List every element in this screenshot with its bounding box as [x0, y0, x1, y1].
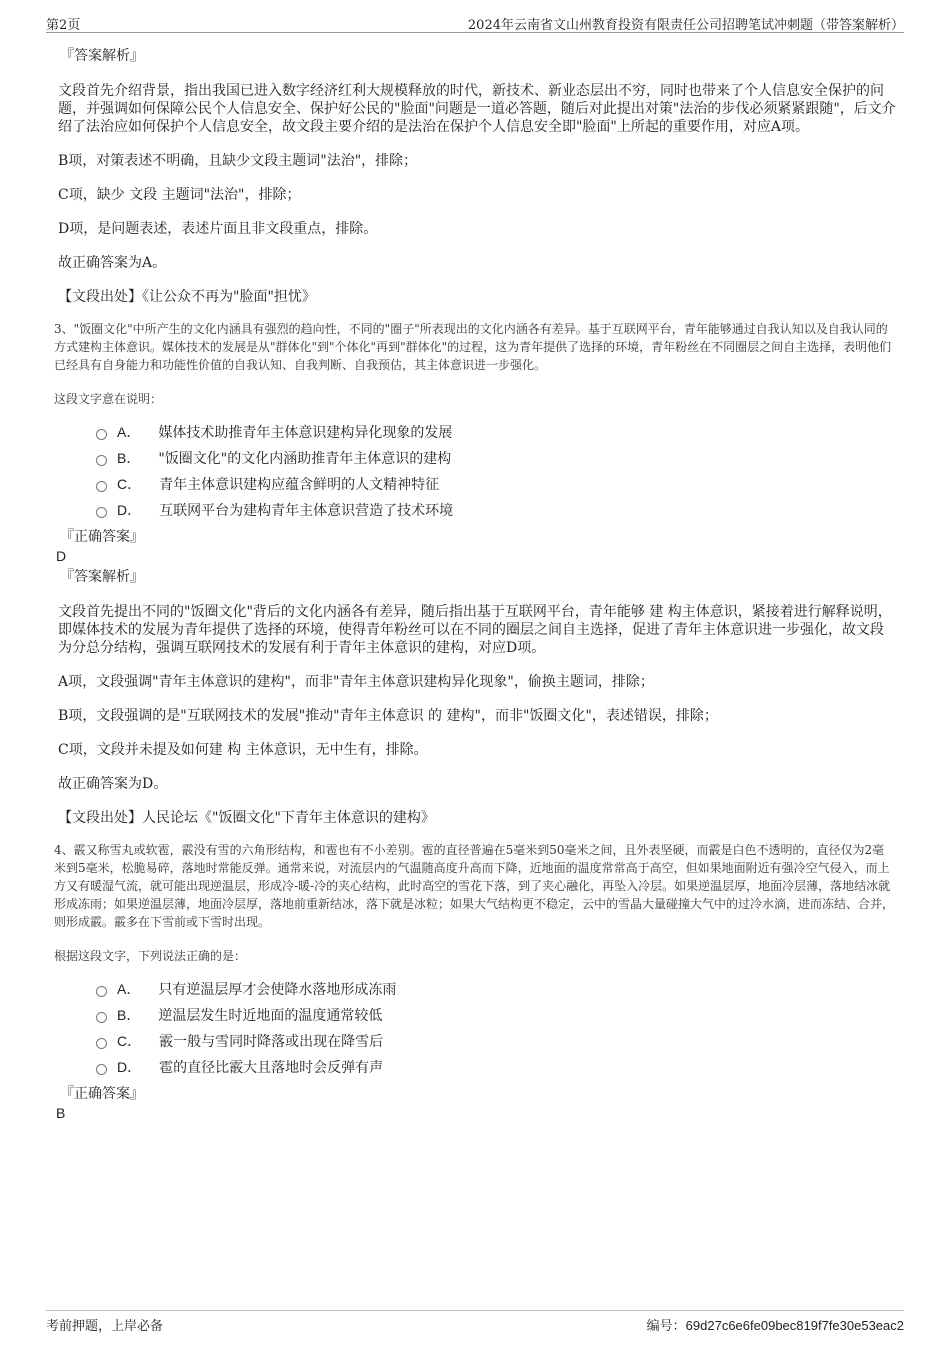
radio-icon[interactable] — [96, 507, 107, 518]
question-stem: 3、"饭圈文化"中所产生的文化内涵具有强烈的趋向性，不同的"圈子"所表现出的文化内涵各有差异。基于互联网平台，青年能够通过自我认知以及自我认同的方式建构主体意识。媒体技术的发展是从"群体化"到"个体化"再到"群体化"的过程，这为青年提供了选择的环境，青年粉丝在不同圈层之间自主选择，表明他们已经具有自身能力和功能性价值的自我认知、自我判断、自我预估，其主体意识进一步强化。 — [54, 322, 892, 372]
question-4 — [56, 841, 896, 1122]
option-d[interactable]: D． 雹的直径比霰大且落地时会反弹有声 — [96, 1054, 896, 1080]
option-a[interactable]: A． 只有逆温层厚才会使降水落地形成冻雨 — [96, 976, 896, 1002]
q2-analysis-section — [56, 46, 896, 306]
document-id-code: 69d27c6e6fe09bec819f7fe30e53eac2 — [685, 1318, 904, 1333]
page-footer — [46, 1310, 904, 1335]
analysis-heading: 『答案解析』 — [60, 48, 144, 64]
radio-icon[interactable] — [96, 481, 107, 492]
analysis-option-b: B项，对策表述不明确，且缺少文段主题词"法治"，排除； — [58, 153, 418, 169]
footer-slogan: 考前押题，上岸必备 — [46, 1319, 164, 1334]
analysis-conclusion: 故正确答案为D。 — [58, 776, 168, 792]
analysis-option-a: A项，文段强调"青年主体意识的建构"，而非"青年主体意识建构异化现象"，偷换主题词，排除； — [58, 674, 654, 690]
option-list — [96, 976, 896, 1080]
option-text: 霰一般与雪同时降落或出现在降雪后 — [159, 1034, 384, 1050]
question-prompt: 根据这段文字，下列说法正确的是： — [54, 949, 247, 963]
option-text: 只有逆温层厚才会使降水落地形成冻雨 — [158, 982, 397, 998]
document-body — [56, 44, 896, 1122]
correct-answer-heading: 『正确答案』 — [60, 1086, 144, 1102]
correct-answer: D — [56, 548, 67, 564]
document-title: 2024年云南省文山州教育投资有限责任公司招聘笔试冲刺题（带答案解析） — [467, 18, 904, 33]
radio-icon[interactable] — [96, 1038, 107, 1049]
option-text: "饭圈文化"的文化内涵助推青年主体意识的建构 — [158, 451, 452, 467]
radio-icon[interactable] — [96, 1064, 107, 1075]
source-citation: 【文段出处】《让公众不再为"脸面"担忧》 — [58, 289, 316, 305]
analysis-option-c: C项，缺少 文段 主题词"法治"，排除； — [58, 187, 301, 203]
page-number: 第2页 — [46, 18, 81, 33]
option-list — [96, 419, 896, 523]
analysis-conclusion: 故正确答案为A。 — [58, 255, 167, 271]
question-prompt: 这段文字意在说明： — [54, 392, 163, 406]
correct-answer-heading: 『正确答案』 — [60, 529, 144, 545]
document-id — [647, 1315, 904, 1334]
option-c[interactable]: C． 青年主体意识建构应蕴含鲜明的人文精神特征 — [96, 471, 896, 497]
question-3 — [56, 320, 896, 827]
document-id-label: 编号： — [646, 1319, 686, 1334]
radio-icon[interactable] — [96, 986, 107, 997]
option-d[interactable]: D． 互联网平台为建构青年主体意识营造了技术环境 — [96, 497, 896, 523]
option-text: 逆温层发生时近地面的温度通常较低 — [158, 1008, 383, 1024]
option-b[interactable]: B． 逆温层发生时近地面的温度通常较低 — [96, 1002, 896, 1028]
radio-icon[interactable] — [96, 455, 107, 466]
analysis-paragraph: 文段首先提出不同的"饭圈文化"背后的文化内涵各有差异，随后指出基于互联网平台，青年能够 建 构主体意识，紧接着进行解释说明，即媒体技术的发展为青年提供了选择的环境，使得青年粉丝可以在不同的圈层之间自主选择，促进了青年主体意识进一步强化，故文段为分总分结构，强调互联网技术的发展有利于青年主体意识的建构，对应D项。 — [58, 604, 892, 656]
correct-answer: B — [56, 1105, 66, 1121]
analysis-paragraph: 文段首先介绍背景，指出我国已进入数字经济红利大规模释放的时代，新技术、新业态层出不穷，同时也带来了个人信息安全保护的问题，并强调如何保障公民个人信息安全、保护好公民的"脸面"问题是一道必答题，随后对此提出对策"法治的步伐必须紧紧跟随"，后文介绍了法治应如何保护个人信息安全，故文段主要介绍的是法治在保护个人信息安全即"脸面"上所起的重要作用，对应A项。 — [58, 83, 896, 135]
analysis-option-c: C项，文段并未提及如何建 构 主体意识，无中生有，排除。 — [58, 742, 428, 758]
option-text: 媒体技术助推青年主体意识建构异化现象的发展 — [158, 425, 453, 441]
option-a[interactable]: A． 媒体技术助推青年主体意识建构异化现象的发展 — [96, 419, 896, 445]
analysis-heading: 『答案解析』 — [60, 569, 144, 585]
option-b[interactable]: B． "饭圈文化"的文化内涵助推青年主体意识的建构 — [96, 445, 896, 471]
source-citation: 【文段出处】人民论坛《"饭圈文化"下青年主体意识的建构》 — [58, 810, 435, 826]
option-c[interactable]: C． 霰一般与雪同时降落或出现在降雪后 — [96, 1028, 896, 1054]
option-text: 互联网平台为建构青年主体意识营造了技术环境 — [159, 503, 454, 519]
option-text: 雹的直径比霰大且落地时会反弹有声 — [159, 1060, 384, 1076]
option-text: 青年主体意识建构应蕴含鲜明的人文精神特征 — [159, 477, 440, 493]
analysis-option-d: D项，是问题表述，表述片面且非文段重点，排除。 — [58, 221, 378, 237]
page-header — [46, 12, 904, 33]
analysis-option-b: B项，文段强调的是"互联网技术的发展"推动"青年主体意识 的 建构"，而非"饭圈文化"，表述错误，排除； — [58, 708, 718, 724]
radio-icon[interactable] — [96, 1012, 107, 1023]
radio-icon[interactable] — [96, 429, 107, 440]
question-stem: 4、霰又称雪丸或软雹，霰没有雪的六角形结构，和雹也有不小差别。雹的直径普遍在5毫米到50毫米之间，且外表坚硬，而霰是白色不透明的，直径仅为2毫米到5毫米，松脆易碎，落地时常能反弹。通常来说，对流层内的气温随高度升高而下降，近地面的温度常常高于高空，但如果地面附近有强冷空气侵入，而上方又有暖湿气流，就可能出现逆温层，形成冷-暖-冷的夹心结构，此时高空的雪花下落，到了夹心融化，再坠入冷层。如果逆温层厚，地面冷层薄，落地结冰就形成冻雨；如果逆温层薄，地面冷层厚，落地前重新结冰，落下就是冰粒；如果大气结构更不稳定，云中的雪晶大量碰撞大气中的过冷水滴，进而冻结、合并，则形成霰。霰多在下雪前或下雪时出现。 — [54, 843, 895, 929]
